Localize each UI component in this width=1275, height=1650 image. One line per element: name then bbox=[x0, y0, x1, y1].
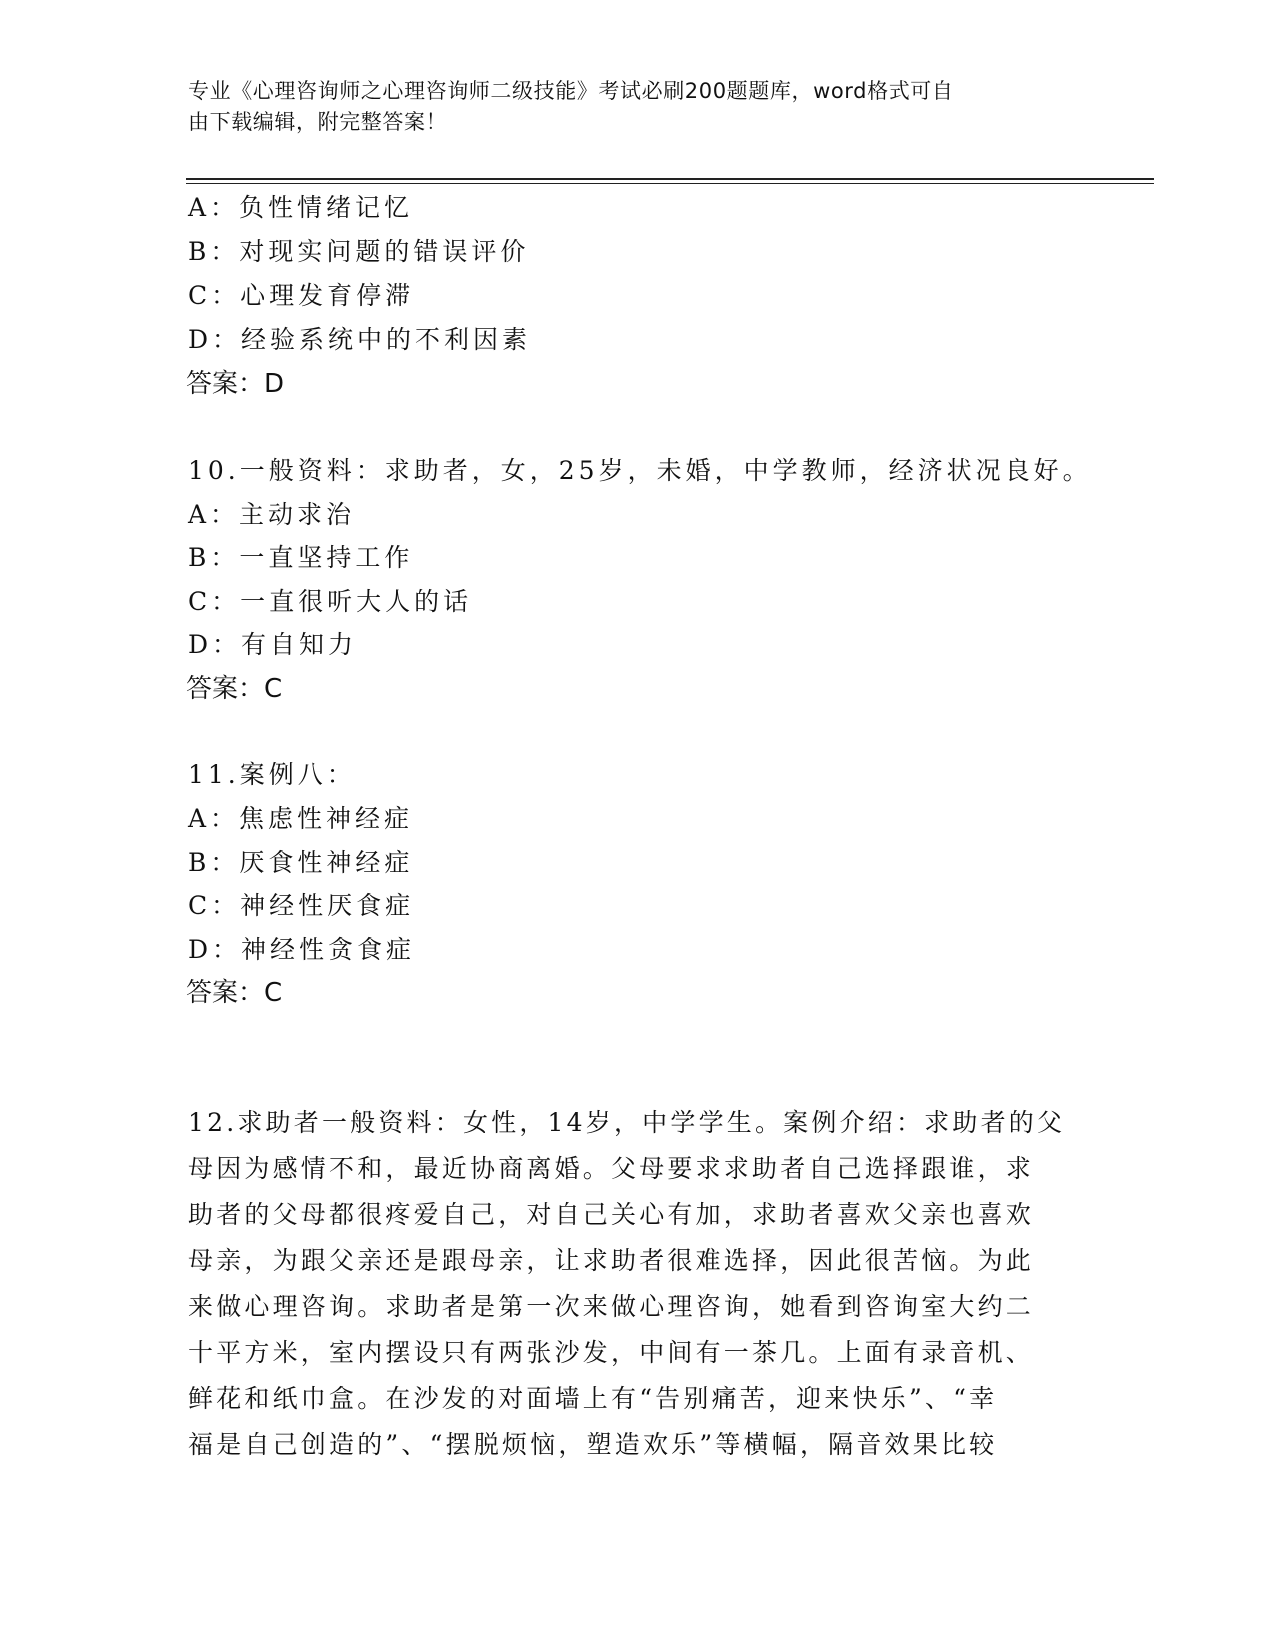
q12-line-2: 母因为感情不和，最近协商离婚。父母要求求助者自己选择跟谁，求 bbox=[188, 1154, 1035, 1183]
q9-option-b: B：对现实问题的错误评价 bbox=[188, 237, 530, 266]
q11-answer: 答案：C bbox=[186, 978, 283, 1008]
q12-line-6: 十平方米，室内摆设只有两张沙发，中间有一茶几。上面有录音机、 bbox=[188, 1338, 1035, 1367]
q12-line-4: 母亲，为跟父亲还是跟母亲，让求助者很难选择，因此很苦恼。为此 bbox=[188, 1246, 1035, 1275]
q9-answer: 答案：D bbox=[186, 369, 285, 399]
q10-stem: 10.一般资料：求助者，女，25岁，未婚，中学教师，经济状况良好。 bbox=[188, 456, 1092, 485]
q10-answer: 答案：C bbox=[186, 674, 283, 704]
q11-option-a: A：焦虑性神经症 bbox=[188, 804, 414, 833]
q12-line-5: 来做心理咨询。求助者是第一次来做心理咨询，她看到咨询室大约二 bbox=[188, 1292, 1035, 1321]
q12-paragraph bbox=[188, 1100, 1088, 1468]
q9-option-a: A：负性情绪记忆 bbox=[188, 193, 414, 222]
q12-line-1: 12.求助者一般资料：女性，14岁，中学学生。案例介绍：求助者的父 bbox=[188, 1108, 1066, 1137]
q10-option-a: A：主动求治 bbox=[188, 500, 356, 529]
q12-line-8: 福是自己创造的”、“摆脱烦恼，塑造欢乐”等横幅，隔音效果比较 bbox=[188, 1430, 998, 1459]
q10-option-b: B：一直坚持工作 bbox=[188, 543, 414, 572]
header-line-1: 专业《心理咨询师之心理咨询师二级技能》考试必刷200题题库，word格式可自 bbox=[188, 79, 954, 103]
q9-option-c: C：心理发育停滞 bbox=[188, 281, 415, 310]
header-divider-thick bbox=[186, 178, 1154, 180]
q10-option-d: D：有自知力 bbox=[188, 630, 358, 659]
q12-line-7: 鲜花和纸巾盒。在沙发的对面墙上有“告别痛苦，迎来快乐”、“幸 bbox=[188, 1384, 998, 1413]
document-header bbox=[188, 76, 1068, 138]
q10-option-c: C：一直很听大人的话 bbox=[188, 587, 473, 616]
q11-option-d: D：神经性贪食症 bbox=[188, 935, 416, 964]
q12-line-3: 助者的父母都很疼爱自己，对自己关心有加，求助者喜欢父亲也喜欢 bbox=[188, 1200, 1035, 1229]
q11-stem: 11.案例八： bbox=[188, 760, 356, 789]
q11-option-c: C：神经性厌食症 bbox=[188, 891, 415, 920]
q9-option-d: D：经验系统中的不利因素 bbox=[188, 325, 532, 354]
header-line-2: 由下载编辑，附完整答案！ bbox=[188, 110, 448, 134]
q11-option-b: B：厌食性神经症 bbox=[188, 848, 414, 877]
header-divider-thin bbox=[186, 183, 1154, 184]
